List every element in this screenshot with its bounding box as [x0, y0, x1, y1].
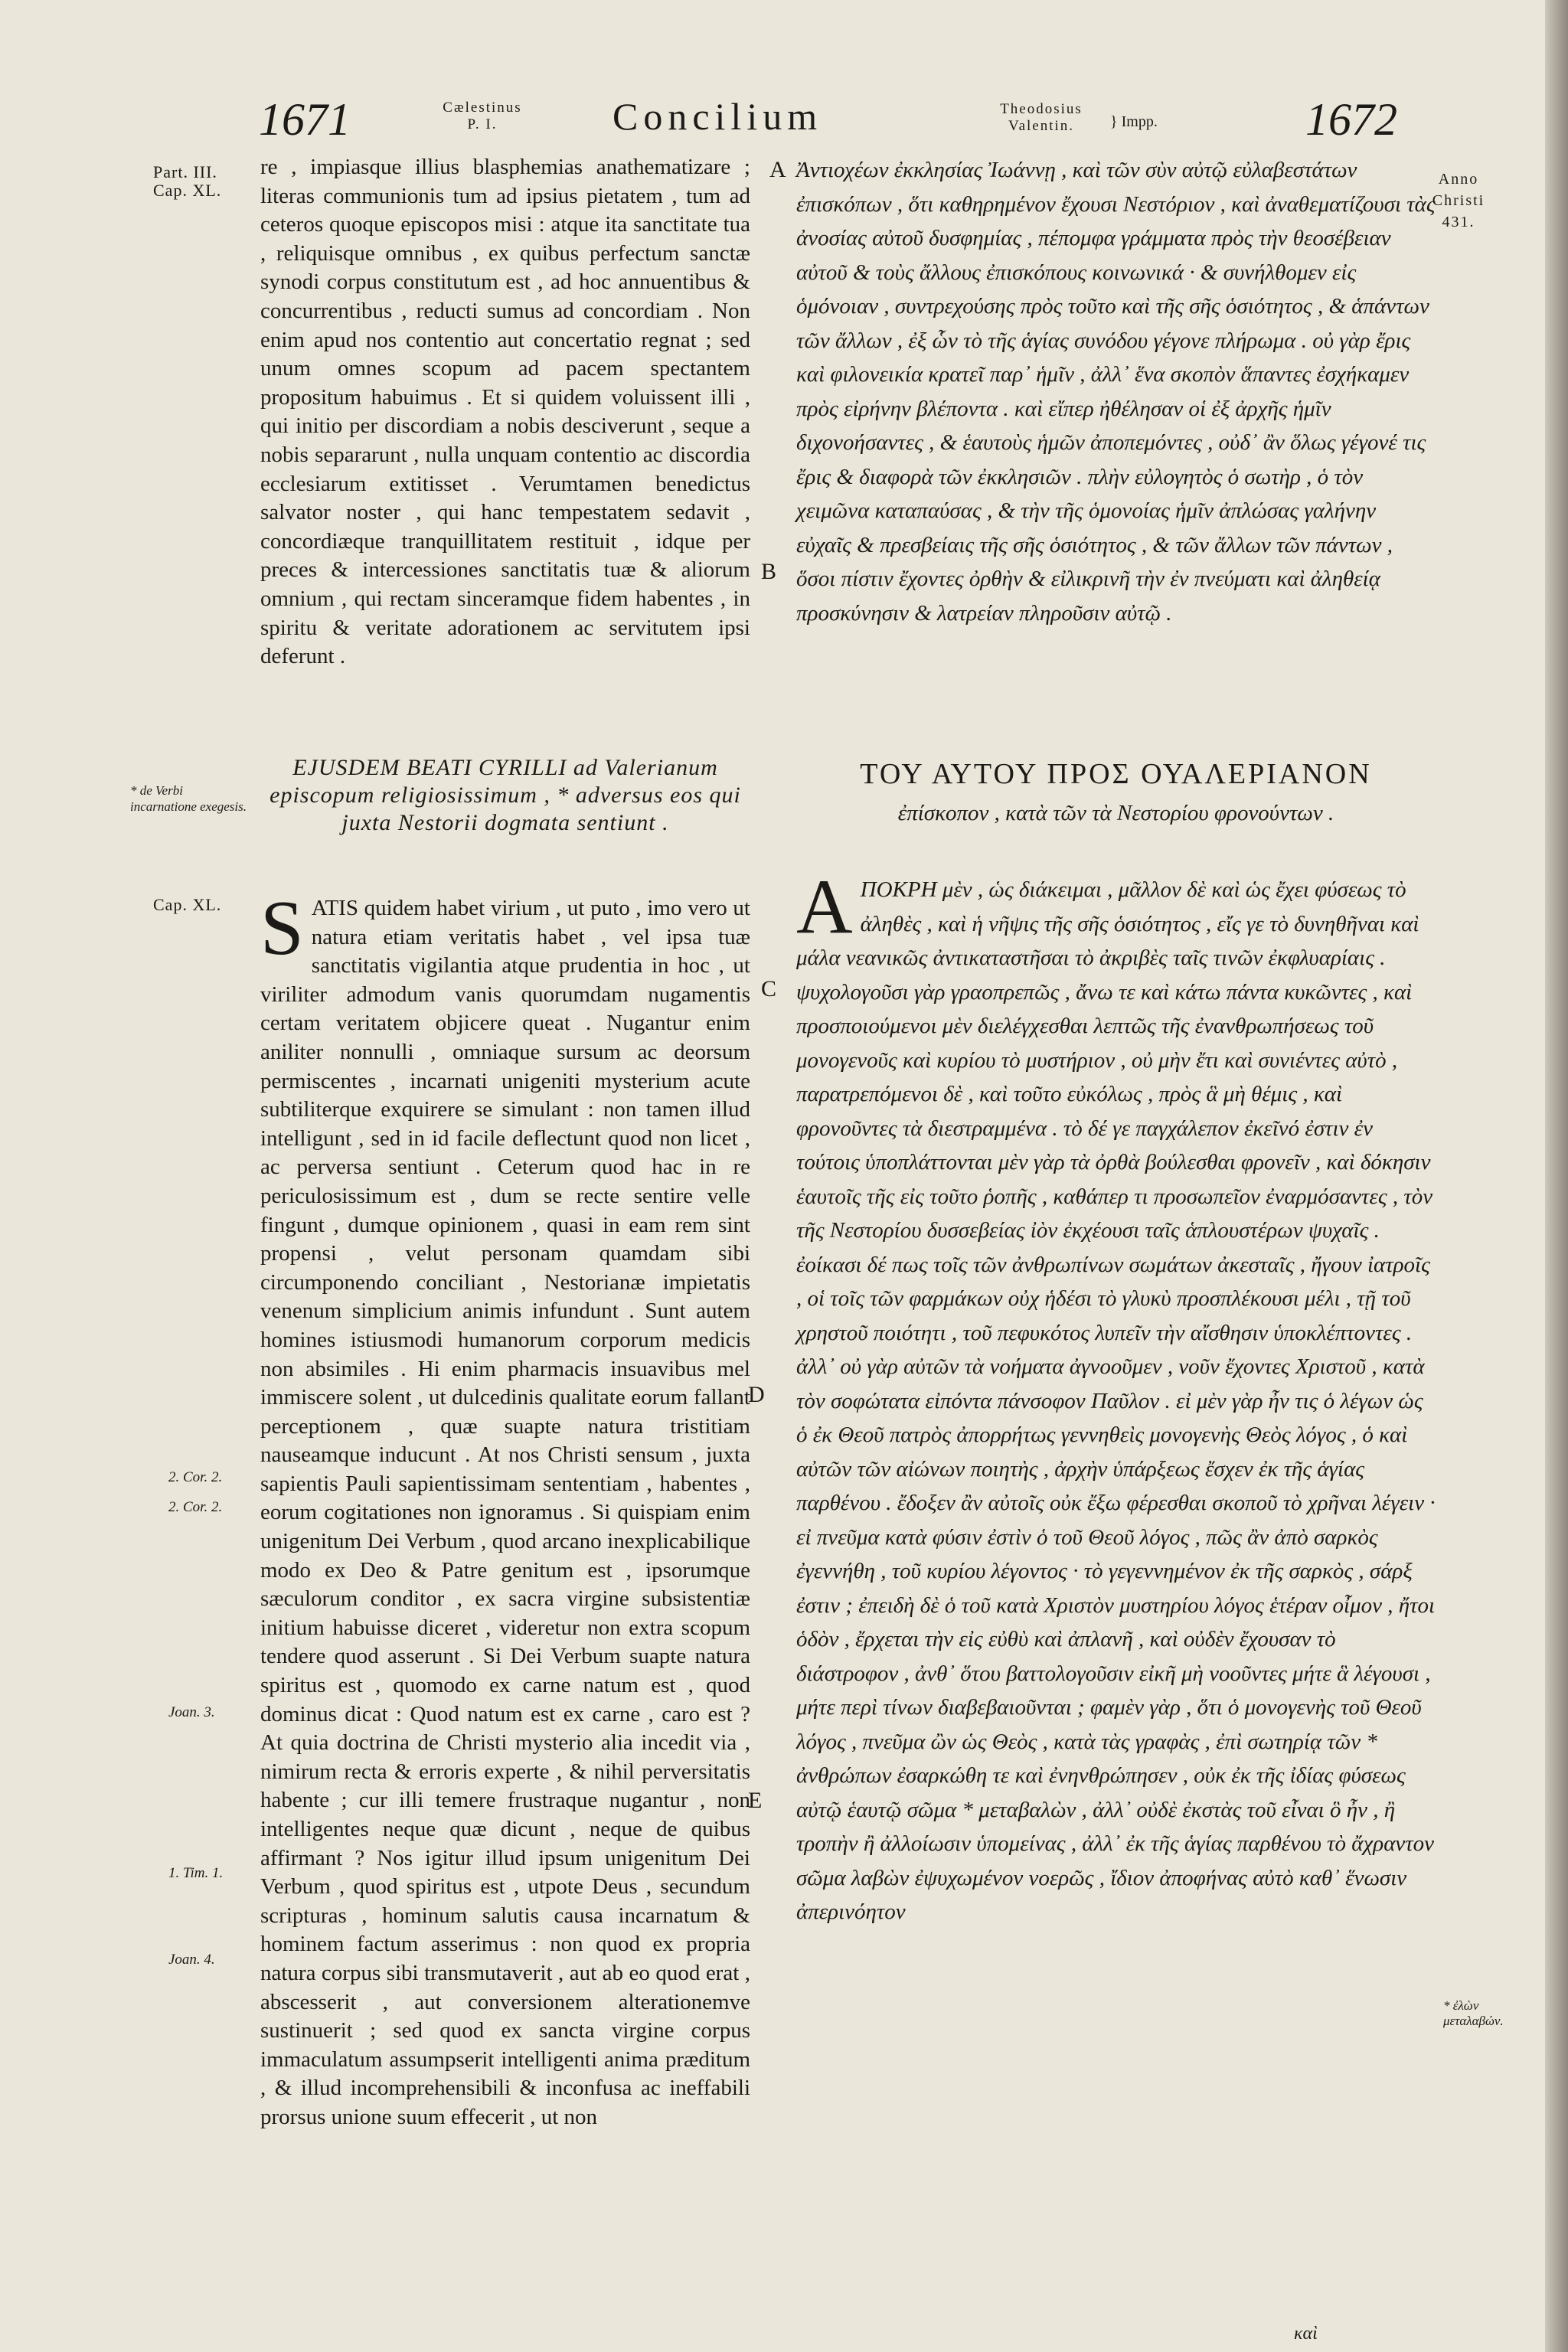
latin-paragraph-1 [260, 153, 750, 671]
section-letter-d: D [748, 1382, 765, 1407]
margin-joan-4: Joan. 4. [168, 1952, 215, 1968]
catchword: καὶ [1294, 2324, 1318, 2344]
page-number-left: 1671 [259, 94, 351, 145]
margin-cor-1: 2. Cor. 2. [168, 1469, 223, 1485]
greek-text-2: ΠΟΚΡΗ μὲν , ὡς διάκειμαι , μᾶλλον δὲ καὶ ὡς ἔχει φύσεως τὸ ἀληθὲς , καὶ ἡ νῆψις τῆς σῆς ὁσιότητος , εἴς γε τὸ δυνηθῆναι καὶ μάλα νεανικῶς ἀντικαταστῆσαι τὸ ἀκριβὲς ταῖς τινῶν ἐκφλυαρίαις . ψυχολογοῦσι γὰρ γραοπρεπῶς , ἄνω τε καὶ κάτω πάντα κυκῶντες , καὶ προσποιούμενοι μὲν διελέγχεσθαι λεπτῶς τῆς ἐνανθρωπήσεως τοῦ μονογενοῦς καὶ κυρίου τὸ μυστήριον , οὐ μὴν ἔτι καὶ συνιέντες αὐτὸ , παρατρεπόμενοι δὲ , καὶ τοῦτο εὐκόλως , πρὸς ἃ μὴ θέμις , καὶ φρονοῦντες τὰ διεστραμμένα . τὸ δέ γε παγχάλεπον ἐκεῖνό ἐστιν ἐν τούτοις ὑποπλάττονται μὲν γὰρ τὰ ὀρθὰ βούλεσθαι φρονεῖν , καὶ δόκησιν ἑαυτοῖς τῆς εἰς τοῦτο ῥοπῆς , καθάπερ τι προσωπεῖον ἐναρμόσαντες , τὸν τῆς Νεστορίου δυσσεβείας ἰὸν ἐκχέουσι ταῖς ἁπλουστέρων ψυχαῖς . ἐοίκασι δέ πως τοῖς τῶν ἀνθρωπίνων σωμάτων ἀκεσταῖς , ἤγουν ἰατροῖς , οἱ τοῖς τῶν φαρμάκων οὐχ ἡδέσι τὸ γλυκὺ προσπλέκουσι μέλι , τῇ τοῦ χρηστοῦ ποιότητι , τοῦ πεφυκότος λυπεῖν τὴν αἴσθησιν ὑποκλέπτοντες . ἀλλ᾽ οὐ γὰρ αὐτῶν τὰ νοήματα ἀγνοοῦμεν , νοῦν ἔχοντες Χριστοῦ , κατὰ τὸν σοφώτατα εἰπόντα πάνσοφον Παῦλον . εἰ μὲν γὰρ ἦν τις ὁ λέγων ὡς ὁ ἐκ Θεοῦ πατρὸς ἀπορρήτως γεννηθεὶς μονογενὴς Θεὸς λόγος , ὁ καὶ αὐτῶν τῶν αἰώνων ποιητὴς , ἀρχὴν ὑπάρξεως ἔσχεν ἐκ τῆς ἁγίας παρθένου . ἔδοξεν ἂν αὐτοῖς οὐκ ἔξω φέρεσθαι σκοποῦ τὸ χρῆναι λέγειν · εἰ πνεῦμα κατὰ φύσιν ἐστὶν ὁ τοῦ Θεοῦ λόγος , πῶς ἂν ἀπὸ σαρκὸς ἐγεννήθη , τοῦ κυρίου λέγοντος · τὸ γεγεννημένον ἐκ τῆς σαρκὸς , σάρξ ἐστιν ; ἐπειδὴ δὲ ὁ τοῦ κατὰ Χριστὸν μυστηρίου λόγος ἑτέραν οἶμον , ἤτοι ὁδὸν , ἔρχεται τὴν εἰς εὐθὺ καὶ ἀπλανῆ , καὶ οὐδὲν ἔχουσαν τὸ διάστροφον , ἀνθ᾽ ὅτου βαττολογοῦσιν εἰκῆ μὴ νοοῦντες μήτε ἃ λέγουσι , μήτε περὶ τίνων διαβεβαιοῦνται ; φαμὲν γὰρ , ὅτι ὁ μονογενὴς τοῦ Θεοῦ λόγος , πνεῦμα ὢν ὡς Θεὸς , κατὰ τὰς γραφὰς , ἐπὶ σωτηρίᾳ τῶν * ἀνθρώπων ἐσαρκώθη τε καὶ ἐνηνθρώπησεν , οὐκ ἐκ τῆς ἰδίας φύσεως αὐτῷ ἑαυτῷ σῶμα * μεταβαλὼν , ἀλλ᾽ οὐδὲ ἐκστὰς τοῦ εἶναι ὃ ἦν , ἢ τροπὴν ἢ ἀλλοίωσιν ὑπομείνας , ἀλλ᾽ ἐκ τῆς ἁγίας παρθένου τὸ ἄχραντον σῶμα λαβὼν ἐψυχωμένον νοερῶς , ἴδιον ἀποφήνας αὐτὸ καθ᾽ ἕνωσιν ἀπερινόητον [796, 877, 1436, 1924]
greek-paragraph-1 [796, 153, 1436, 630]
margin-cor-2: 2. Cor. 2. [168, 1499, 223, 1515]
margin-tim-1: 1. Tim. 1. [168, 1865, 224, 1881]
year-label: 431. [1442, 214, 1475, 230]
page-number-right: 1672 [1305, 94, 1397, 145]
latin-text-1: re , impiasque illius blasphemias anathematizare ; literas communionis tum ad ipsius pietatem , tum ad ceteros quoque episcopos misi : atque ita sanctitate tua , reliquisque omnibus , ex quibus perfectum sanctæ synodi corpus constitutum est , ad hoc annuentibus & concurrentibus , reducti sumus ad concordiam . Non enim apud nos contentio aut concertatio regnat ; sed unum omnes scopum ad pacem spectantem propositum habuimus . Et si quidem voluissent illi , qui initio per discordiam a nobis desciverunt , seque a nobis separarunt , nulla unquam contentio ac discordia ecclesiarum extitisset . Verumtamen benedictus salvator noster , qui hanc tempestatem sedavit , concordiæque tranquillitatem restituit , idque per preces & intercessiones sanctitatis tuæ & aliorum omnium , qui rectam sinceramque fidem habentes , in spiritu & veritate adorationem ac servitutem ipsi deferunt . [260, 155, 750, 669]
header-caelestinus [429, 100, 536, 133]
margin-joan-3: Joan. 3. [168, 1704, 215, 1720]
anno-label: Anno [1438, 171, 1479, 188]
margin-de-verbi: * de Verbi incarnatione exegesis. [130, 783, 247, 814]
section-letter-a: A [769, 157, 786, 182]
header-caelestinus-name: Cælestinus [443, 100, 522, 116]
running-title: Concilium [612, 95, 823, 138]
latin-drop-cap: S [260, 885, 304, 972]
greek-section-subtitle: ἐπίσκοπον , κατὰ τῶν τὰ Νεστορίου φρονούντων . [897, 801, 1334, 825]
section-letter-e: E [748, 1788, 763, 1813]
book-spine-edge [1545, 0, 1568, 2352]
header-theodosius: Theodosius [1000, 101, 1083, 117]
greek-paragraph-2 [796, 864, 1436, 1929]
greek-text-1: Ἀντιοχέων ἐκκλησίας Ἰωάννῃ , καὶ τῶν σὺν αὐτῷ εὐλαβεστάτων ἐπισκόπων , ὅτι καθηρημένον ἔχουσι Νεστόριον , καὶ ἀναθεματίζουσι τὰς ἀνοσίας αὐτοῦ δυσφημίας , πέπομφα γράμματα πρὸς τὴν θεοσέβειαν αὐτοῦ & τοὺς ἄλλους ἐπισκόπους κοινωνικά · & συνήλθομεν εἰς ὁμόνοιαν , συντρεχούσης πρὸς τοῦτο καὶ τῆς σῆς ὁσιότητος , & ἁπάντων τῶν ἄλλων , ἐξ ὧν τὸ τῆς ἁγίας συνόδου γέγονε πλήρωμα . οὐ γὰρ ἔρις καὶ φιλονεικία κρατεῖ παρ᾽ ἡμῖν , ἀλλ᾽ ἕνα σκοπὸν ἅπαντες ἐσχήκαμεν πρὸς εἰρήνην βλέποντα . καὶ εἴπερ ἠθέλησαν οἱ ἐξ ἀρχῆς ἡμῖν διχονοήσαντες , & ἑαυτοὺς ἡμῶν ἀποπεμόντες , οὐδ᾽ ἂν ὅλως γέγονέ τις ἔρις & διαφορὰ τῶν ἐκκλησιῶν . πλὴν εὐλογητὸς ὁ σωτὴρ , ὁ τὸν χειμῶνα καταπαύσας , & τὴν τῆς ὁμονοίας ἡμῖν ἀπλώσας γαλήνην εὐχαῖς & πρεσβείαις τῆς σῆς ὁσιότητος , & τῶν ἄλλων τῶν πάντων , ὅσοι πίστιν ἔχοντες ὀρθὴν & εἰλικρινῆ τὴν ἐν πνεύματι καὶ ἀληθείᾳ προσκύνησιν & λατρείαν πληροῦσιν αὐτῷ . [796, 158, 1436, 626]
header-emperors [988, 101, 1095, 135]
latin-paragraph-2 [260, 885, 750, 2132]
header-valentin: Valentin. [1008, 118, 1075, 134]
section-letter-b: B [761, 559, 777, 584]
greek-drop-cap: Α [796, 864, 853, 950]
latin-section-title: EJUSDEM BEATI CYRILLI ad Valerianum episcopum religiosissimum , * adversus eos qui juxta Nestorii dogmata sentiunt . [270, 755, 741, 835]
header-pi: P. I. [467, 116, 498, 132]
greek-section-title: ΤΟΥ ΑΥΤΟΥ ΠΡΟΣ ΟΥΑΛΕΡΙΑΝΟΝ [860, 758, 1372, 790]
latin-text-2: ATIS quidem habet virium , ut puto , imo vero ut natura etiam veritatis habet , vel ipsa tuæ sanctitatis vigilantia atque prudentia in hoc , ut viriliter admodum vanis quorumdam nugamentis certam veritatem objicere queat . Nugantur enim aniliter nonnulli , omniaque sursum ac deorsum permiscentes , incarnati unigeniti mysterium acute subtiliterque exquirere se simulant : non tamen illud intelligunt , sed in id facile deflectunt quod non licet , ac perversa sentiunt . Ceterum quod hac in re periculosissimum est , dum se recte sentire velle fingunt , dumque opinionem , quasi in eam rem sint propensi , velut personam quamdam sibi circumponendo conciliant , Nestorianæ impietatis venenum simplicium animis infundunt . Sunt autem homines istiusmodi humanorum corporum medicis non absimiles . Hi enim pharmacis insuavibus mel immiscere solent , ut dulcedinis qualitate eorum fallant perceptionem , quæ suapte natura tristitiam nauseamque inducunt . At nos Christi sensum , juxta sapientis Pauli sapientissimam sententiam , habentes , eorum cogitationes non ignoramus . Si quispiam enim unigenitum Dei Verbum , quod arcano inexplicabilique modo ex Deo & Patre genitum est , ipsorumque sæculorum conditor , ex sacra virgine subsistentiæ initium habuisse diceret , videretur non extra scopum tendere quod asserunt . Si Dei Verbum suapte natura spiritus est , quomodo ex carne natum est , quod dominus dicat : Quod natum est ex carne , caro est ? At quia doctrina de Christi mysterio alia incedit via , nimirum recta & erroris experte , & nihil perversitatis habente ; cur illi temere frustraque nugantur , non intelligentes neque quæ dicunt , neque de quibus affirmant ? Nos igitur illud ipsum unigenitum Dei Verbum , quod spiritus est , utpote Deus , secundum scripturas , hominum salutis causa incarnatum & hominem factum asserimus : non quod ex propria natura corpus sibi transmutaverit , aut ab eo quod erat , abscesserit , aut conversionem alterationemve sustinuerit ; sed quod ex sancta virgine corpus immaculatum assumpserit intelligenti anima præditum , & illud incomprehensibili & inconfusa ac ineffabili prorsus unione suum effecerit , ut non [260, 896, 750, 2129]
margin-part-cap: Part. III. Cap. XL. [153, 162, 222, 200]
header-impp: } Impp. [1110, 113, 1158, 130]
margin-right-note: * ἐλὼν μεταλαβών. [1443, 1998, 1504, 2028]
margin-cap-xl: Cap. XL. [153, 895, 222, 914]
section-letter-c: C [761, 976, 777, 1001]
christi-label: Christi [1432, 192, 1485, 209]
